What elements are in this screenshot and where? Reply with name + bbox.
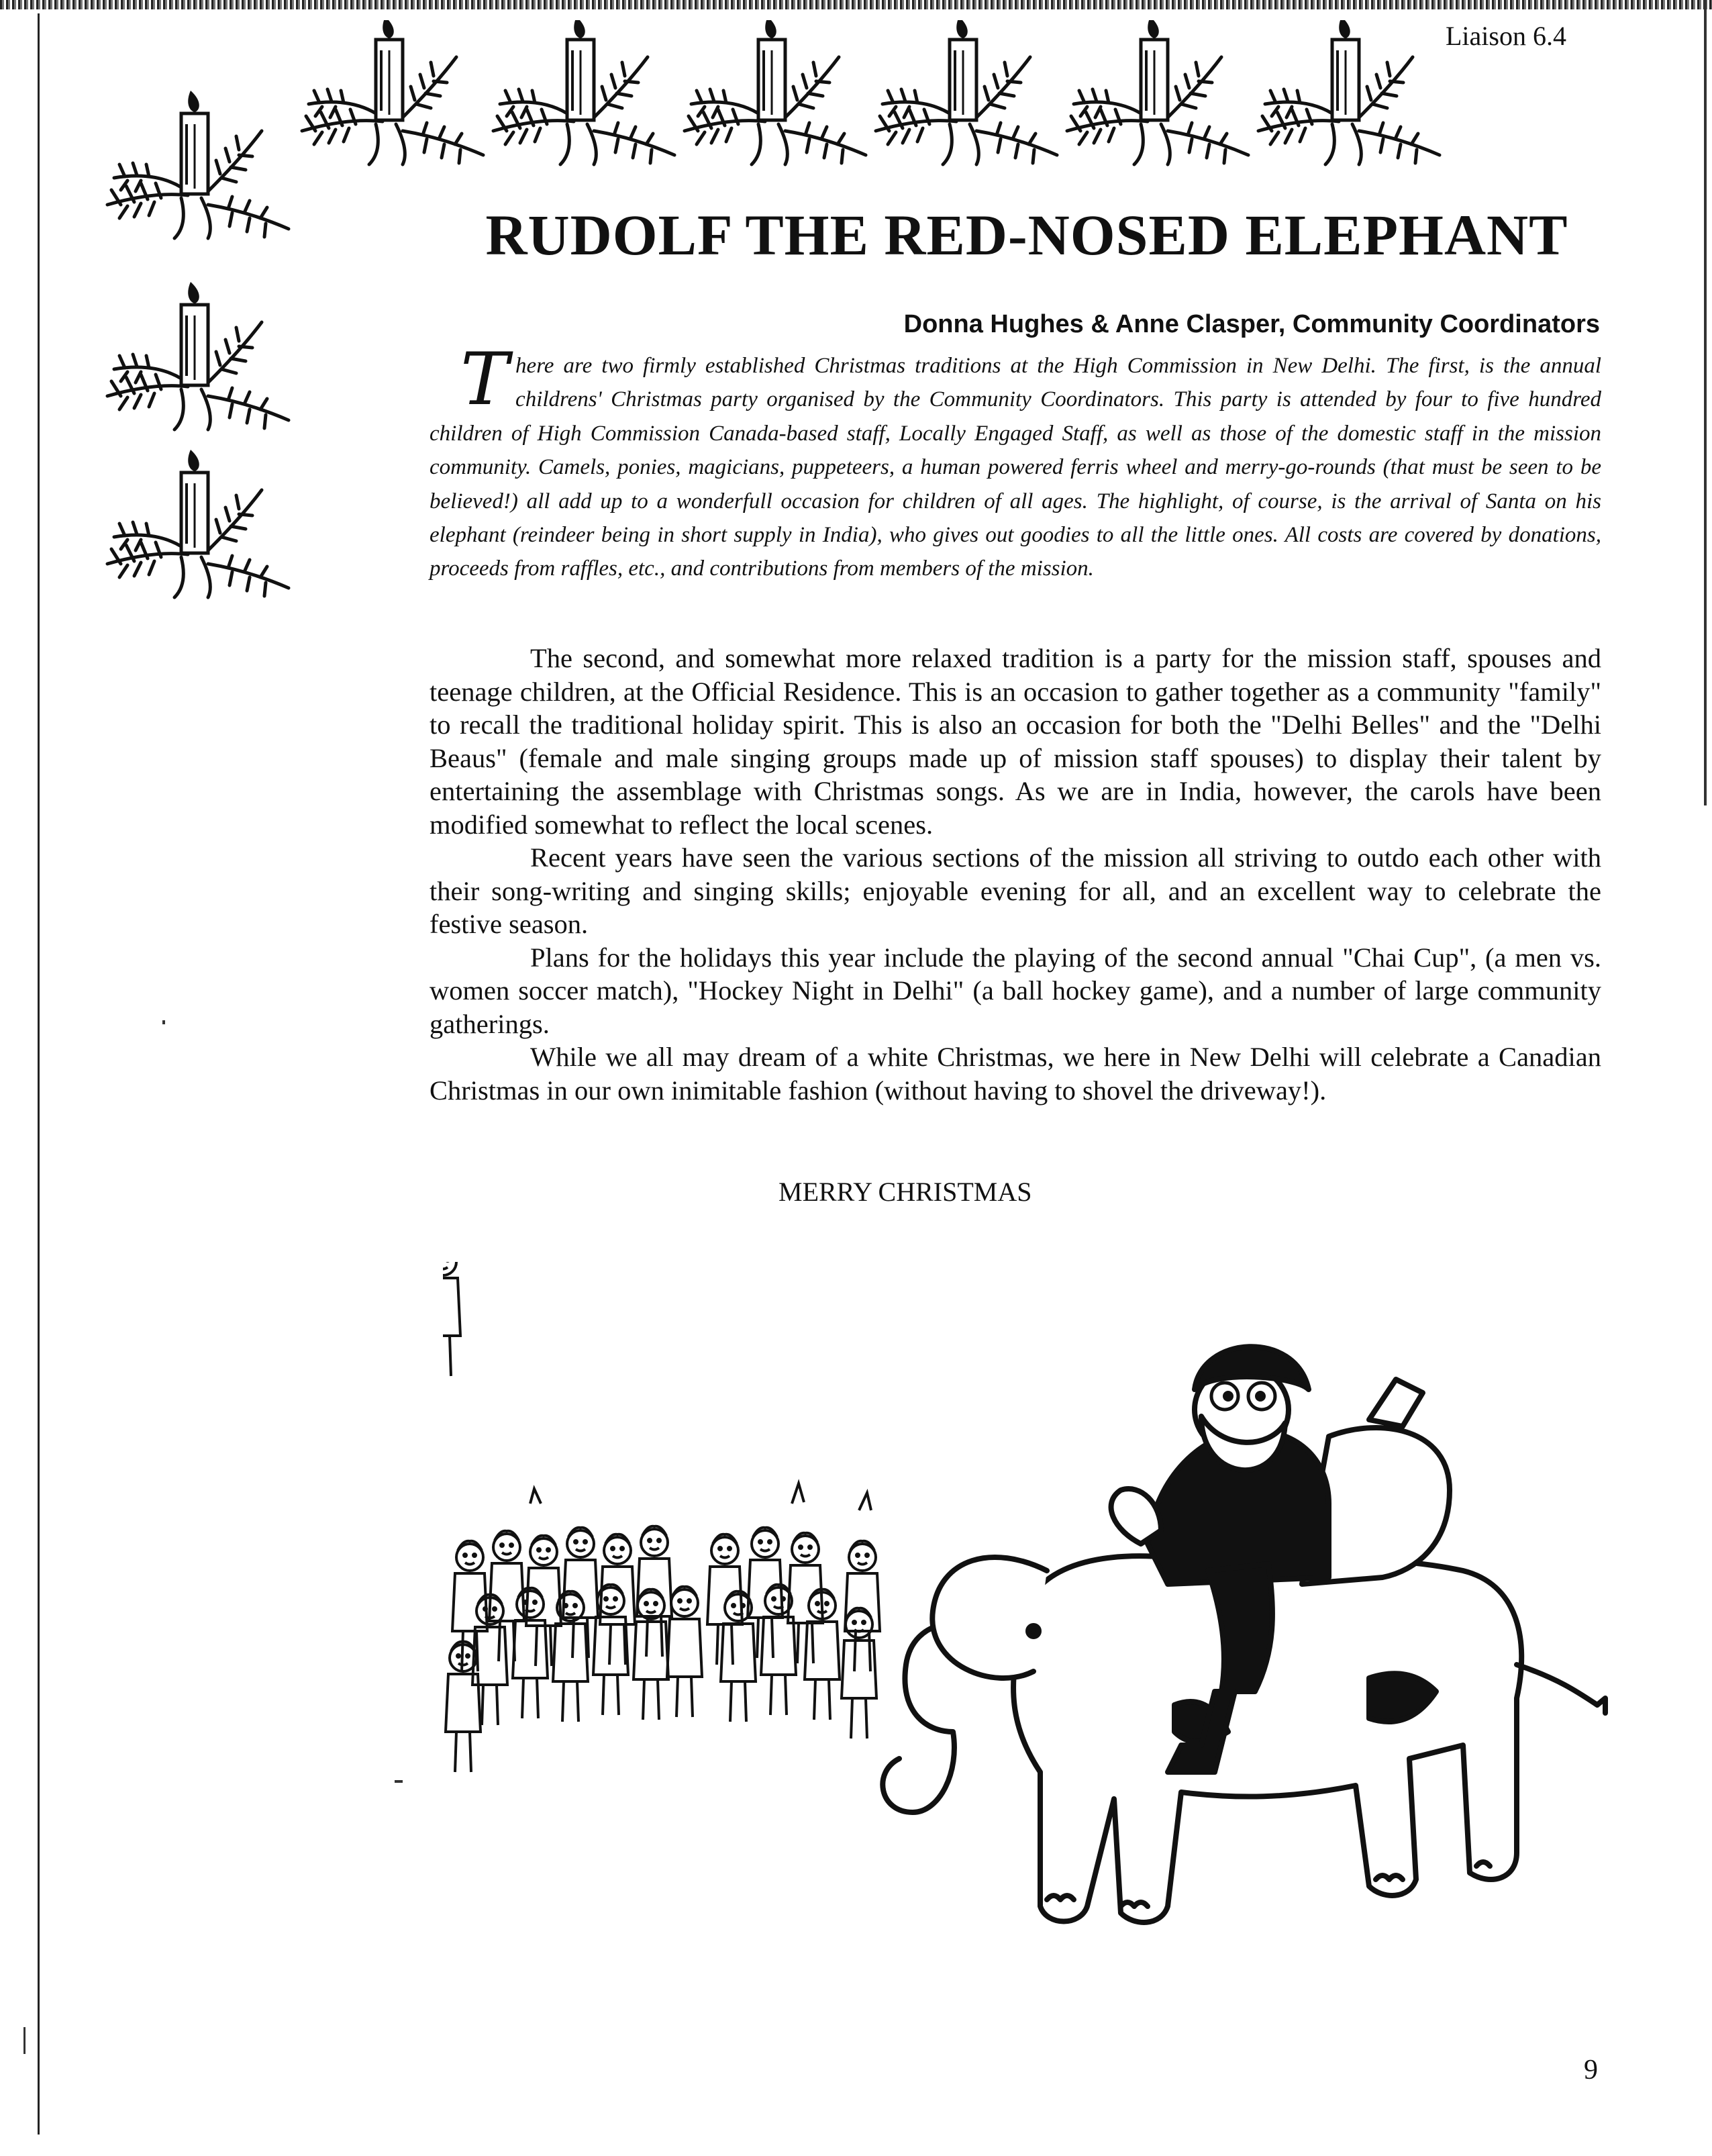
drop-cap: T	[460, 338, 509, 422]
candle-icon	[1067, 20, 1248, 164]
issue-label: Liaison 6.4	[1446, 21, 1566, 51]
candle-icon	[685, 20, 866, 164]
scan-edge-top	[0, 0, 1712, 9]
body-paragraph: The second, and somewhat more relaxed tradition is a party for the mission staff, spouses and teenage children, at the Official Residence. This is an occasion to gather together as a community "family" to recall the traditional holiday spirit. This is also an occasion for both the "Delhi Belles" and the "Delhi Beaus" (female and male singing groups made up of mission staff spouses) to display their talent by entertaining the assemblage with Christmas songs. As we are in India, however, the carols have been modified somewhat to reflect the local scenes.	[430, 643, 1601, 840]
byline: Donna Hughes & Anne Clasper, Community Coordinators	[903, 310, 1600, 338]
candle-icon	[493, 20, 674, 164]
body-paragraph: While we all may dream of a white Christmas, we here in New Delhi will celebrate a Canadian Christmas in our own inimitable fashion (without having to shovel the driveway!).	[430, 1042, 1601, 1106]
candle-icon	[1258, 20, 1440, 164]
candle-icon	[107, 450, 289, 597]
scan-speck	[162, 1020, 165, 1024]
intro-text: here are two firmly established Christmas traditions at the High Commission in New Delhi. The first, is the annual childrens' Christmas party organised by the Community Coordinators. This party is attended by four to five hundred children of High Commission Canada-based staff, Locally Engaged Staff, as well as those of the domestic staff in the mission community. Camels, ponies, magicians, puppeteers, a human powered ferris wheel and merry-go-rounds (that must be seen to be believed!) all add up to a wonderfull occasion for children of all ages. The highlight, of course, is the arrival of Santa on his elephant (reindeer being in short supply in India), who gives out goodies to all the little ones. All costs are covered by donations, proceeds from raffles, etc., and contributions from members of the mission.	[430, 354, 1601, 581]
candle-icon	[876, 20, 1057, 164]
article-title: RUDOLF THE RED-NOSED ELEPHANT	[485, 203, 1568, 267]
closing-greeting: MERRY CHRISTMAS	[778, 1177, 1032, 1207]
article-body	[430, 642, 1601, 1107]
candle-border-side	[94, 262, 322, 611]
page-number: 9	[1584, 2055, 1598, 2086]
scan-speck	[23, 2027, 26, 2054]
scan-edge-right	[1704, 0, 1707, 805]
crowd-of-children	[443, 1262, 880, 1772]
body-paragraph: Plans for the holidays this year include the playing of the second annual "Chai Cup", (a men vs. women soccer match), "Hockey Night in Delhi" (a ball hockey game), and a number of large community gatherings.	[430, 942, 1601, 1039]
candle-icon	[107, 282, 289, 430]
scan-speck	[395, 1780, 403, 1783]
body-paragraph: Recent years have seen the various sections of the mission all striving to outdo each other with their song-writing and singing skills; enjoyable evening for all, and an excellent way to celebrate the festive season.	[430, 842, 1601, 939]
candle-icon	[302, 20, 483, 164]
candle-icon	[107, 91, 289, 238]
intro-paragraph	[430, 338, 1601, 586]
scan-edge-left	[38, 13, 40, 2135]
santa-elephant-illustration	[443, 1262, 1624, 2041]
